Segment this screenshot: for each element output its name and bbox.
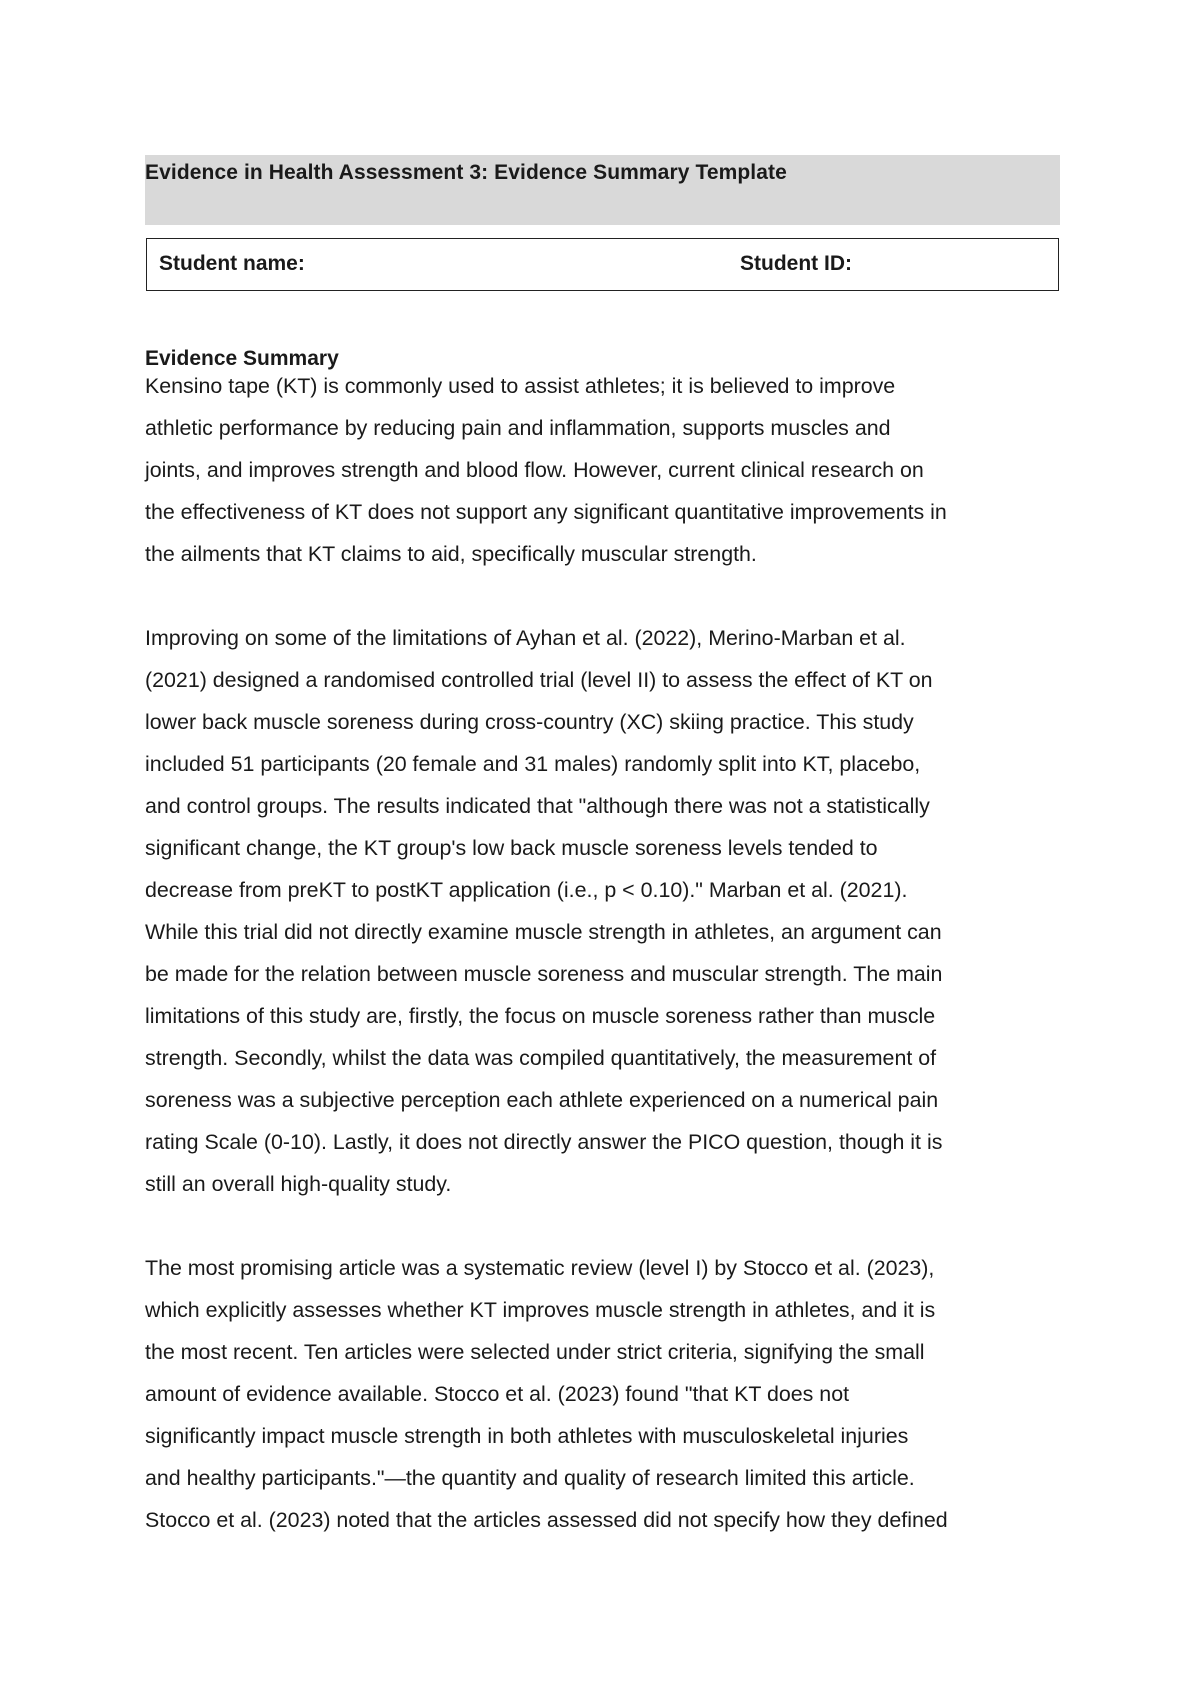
body-line: Stocco et al. (2023) noted that the articles assessed did not specify how they defined xyxy=(145,1508,948,1532)
body-line: still an overall high-quality study. xyxy=(145,1172,452,1196)
body-line: (2021) designed a randomised controlled trial (level II) to assess the effect of KT on xyxy=(145,668,933,692)
body-line: Kensino tape (KT) is commonly used to assist athletes; it is believed to improve xyxy=(145,374,896,398)
body-line: soreness was a subjective perception each athlete experienced on a numerical pain xyxy=(145,1088,939,1112)
body-line: decrease from preKT to postKT application (i.e., p < 0.10)." Marban et al. (2021). xyxy=(145,878,908,902)
body-line: the effectiveness of KT does not support any significant quantitative improvements in xyxy=(145,500,947,524)
body-line: be made for the relation between muscle soreness and muscular strength. The main xyxy=(145,962,943,986)
body-line: strength. Secondly, whilst the data was compiled quantitatively, the measurement of xyxy=(145,1046,937,1070)
document-title: Evidence in Health Assessment 3: Evidence Summary Template xyxy=(145,161,787,184)
body-line: Improving on some of the limitations of Ayhan et al. (2022), Merino-Marban et al. xyxy=(145,626,906,650)
body-line: which explicitly assesses whether KT improves muscle strength in athletes, and it is xyxy=(145,1298,936,1322)
body-line: limitations of this study are, firstly, the focus on muscle soreness rather than muscle xyxy=(145,1004,936,1028)
title-band xyxy=(145,155,1060,225)
body-line: athletic performance by reducing pain and inflammation, supports muscles and xyxy=(145,416,891,440)
student-info-box xyxy=(146,238,1059,291)
body-line: While this trial did not directly examine muscle strength in athletes, an argument can xyxy=(145,920,942,944)
student-name-label: Student name: xyxy=(159,252,305,275)
body-line: the most recent. Ten articles were selected under strict criteria, signifying the small xyxy=(145,1340,925,1364)
body-line: amount of evidence available. Stocco et al. (2023) found "that KT does not xyxy=(145,1382,850,1406)
body-line: and control groups. The results indicated that "although there was not a statistically xyxy=(145,794,930,818)
body-line: joints, and improves strength and blood flow. However, current clinical research on xyxy=(145,458,924,482)
body-line: significantly impact muscle strength in both athletes with musculoskeletal injuries xyxy=(145,1424,909,1448)
section-heading: Evidence Summary xyxy=(145,347,339,370)
body-line: rating Scale (0-10). Lastly, it does not directly answer the PICO question, though it is xyxy=(145,1130,943,1154)
body-line: significant change, the KT group's low back muscle soreness levels tended to xyxy=(145,836,878,860)
body-line: the ailments that KT claims to aid, specifically muscular strength. xyxy=(145,542,757,566)
body-line: included 51 participants (20 female and 31 males) randomly split into KT, placebo, xyxy=(145,752,921,776)
student-id-label: Student ID: xyxy=(740,252,852,275)
body-line: and healthy participants."—the quantity and quality of research limited this article. xyxy=(145,1466,915,1490)
body-line: lower back muscle soreness during cross-country (XC) skiing practice. This study xyxy=(145,710,914,734)
body-line: The most promising article was a systematic review (level I) by Stocco et al. (2023), xyxy=(145,1256,935,1280)
